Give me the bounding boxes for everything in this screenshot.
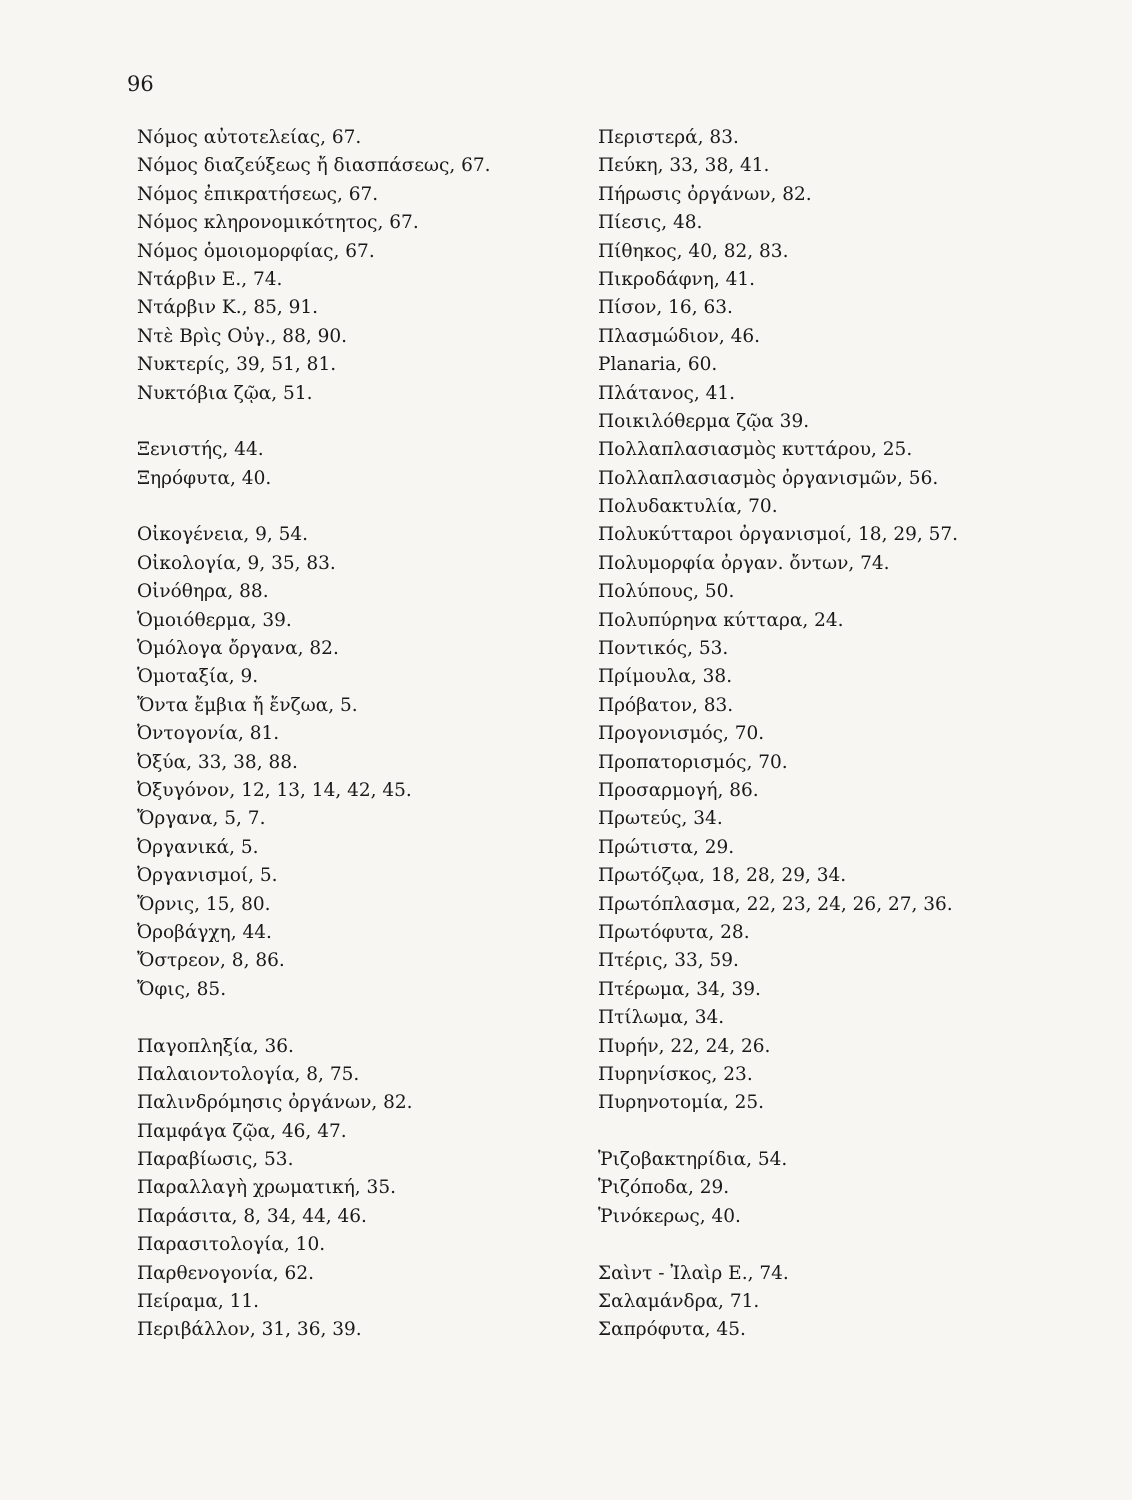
index-entry: Παραλλαγὴ χρωματική, 35. xyxy=(137,1177,396,1199)
index-entry: Πλάτανος, 41. xyxy=(598,382,736,404)
index-entry: Οἰνόθηρα, 88. xyxy=(137,581,269,603)
index-entry: Πτίλωμα, 34. xyxy=(598,1007,725,1029)
index-entry: Πολλαπλασιασμὸς ὀργανισμῶν, 56. xyxy=(598,467,939,489)
index-entry: Ὀργανικά, 5. xyxy=(137,836,259,858)
index-entry: Νόμος ἐπικρατήσεως, 67. xyxy=(137,183,379,205)
index-entry: Πικροδάφνη, 41. xyxy=(598,268,756,290)
index-entry: Παρθενογονία, 62. xyxy=(137,1262,314,1284)
index-entry: Ὄντα ἔμβια ἤ ἔνζωα, 5. xyxy=(137,694,358,716)
index-entry: Πυρηνοτομία, 25. xyxy=(598,1092,765,1114)
index-entry: Νόμος διαζεύξεως ἤ διασπάσεως, 67. xyxy=(137,155,491,177)
index-entry: Ὀξυγόνον, 12, 13, 14, 42, 45. xyxy=(137,779,412,801)
index-entry: Πίσον, 16, 63. xyxy=(598,297,733,319)
index-entry: Πρόβατον, 83. xyxy=(598,694,734,716)
index-entry: Πρώτιστα, 29. xyxy=(598,836,735,858)
index-entry: Πολυκύτταροι ὀργανισμοί, 18, 29, 57. xyxy=(598,524,959,546)
index-entry: Νόμος κληρονομικότητος, 67. xyxy=(137,212,419,234)
index-entry: Νυκτόβια ζῷα, 51. xyxy=(137,382,313,404)
index-entry: Οἰκολογία, 9, 35, 83. xyxy=(137,552,336,574)
index-entry: Παράσιτα, 8, 34, 44, 46. xyxy=(137,1205,367,1227)
section-gap xyxy=(137,1004,557,1032)
index-entry: Σαπρόφυτα, 45. xyxy=(598,1319,746,1341)
index-entry: Ὀξύα, 33, 38, 88. xyxy=(137,751,298,773)
index-entry: Πρωτόζῳα, 18, 28, 29, 34. xyxy=(598,865,847,887)
index-entry: Πολυμορφία ὀργαν. ὄντων, 74. xyxy=(598,552,890,574)
index-entry: Πυρηνίσκος, 23. xyxy=(598,1063,753,1085)
index-entry: Σαὶντ - Ἰλαὶρ Ε., 74. xyxy=(598,1262,789,1284)
index-entry: Ντὲ Βρὶς Οὐγ., 88, 90. xyxy=(137,325,348,347)
index-entry: Πυρήν, 22, 24, 26. xyxy=(598,1035,771,1057)
index-entry: Πολυδακτυλία, 70. xyxy=(598,496,778,518)
index-entry: Παραβίωσις, 53. xyxy=(137,1149,294,1171)
index-entry: Περιβάλλον, 31, 36, 39. xyxy=(137,1319,362,1341)
index-entry: Πήρωσις ὀργάνων, 82. xyxy=(598,183,812,205)
index-entry: Παγοπληξία, 36. xyxy=(137,1035,294,1057)
index-entry: Πλασμώδιον, 46. xyxy=(598,325,761,347)
index-entry: Πολύπους, 50. xyxy=(598,581,735,603)
index-entry: Ὁμοιόθερμα, 39. xyxy=(137,609,292,631)
index-entry: Ξηρόφυτα, 40. xyxy=(137,467,272,489)
index-entry: Παρασιτολογία, 10. xyxy=(137,1234,326,1256)
index-column-right xyxy=(598,124,1068,1345)
index-entry: Ὄρνις, 15, 80. xyxy=(137,893,271,915)
index-entry: Ὀροβάγχη, 44. xyxy=(137,921,272,943)
index-entry: Παμφάγα ζῷα, 46, 47. xyxy=(137,1120,347,1142)
section-gap xyxy=(137,408,557,436)
index-entry: Ῥινόκερως, 40. xyxy=(598,1205,741,1227)
index-entry: Πίθηκος, 40, 82, 83. xyxy=(598,240,789,262)
index-entry: Παλαιοντολογία, 8, 75. xyxy=(137,1063,360,1085)
index-entry: Ῥιζοβακτηρίδια, 54. xyxy=(598,1149,788,1171)
index-entry: Ντάρβιν Ε., 74. xyxy=(137,268,283,290)
index-entry: Πτέρωμα, 34, 39. xyxy=(598,978,761,1000)
index-entry: Περιστερά, 83. xyxy=(598,127,739,148)
index-entry: Προσαρμογή, 86. xyxy=(598,779,759,801)
index-entry: Πρωτεύς, 34. xyxy=(598,808,723,830)
index-entry: Ὁμοταξία, 9. xyxy=(137,666,259,688)
index-entry: Ῥιζόποδα, 29. xyxy=(598,1177,730,1199)
index-entry: Νυκτερίς, 39, 51, 81. xyxy=(137,354,337,376)
index-entry: Ὀργανισμοί, 5. xyxy=(137,865,278,887)
index-column-left xyxy=(137,124,557,1345)
page-number: 96 xyxy=(127,72,154,96)
index-entry: Προγονισμός, 70. xyxy=(598,723,765,745)
index-entry: Ὀντογονία, 81. xyxy=(137,723,280,745)
section-gap xyxy=(598,1118,1068,1146)
index-entry: Ποικιλόθερμα ζῷα 39. xyxy=(598,410,810,432)
index-entry: Πεύκη, 33, 38, 41. xyxy=(598,155,770,177)
index-entry: Ντάρβιν Κ., 85, 91. xyxy=(137,297,319,319)
index-entry: Πολλαπλασιασμὸς κυττάρου, 25. xyxy=(598,439,913,461)
index-entry: Ὄργανα, 5, 7. xyxy=(137,808,266,830)
index-entry: Νόμος ὁμοιομορφίας, 67. xyxy=(137,240,375,262)
index-entry: Πρωτόφυτα, 28. xyxy=(598,921,750,943)
index-entry: Πολυπύρηνα κύτταρα, 24. xyxy=(598,609,844,631)
index-entry: Οἰκογένεια, 9, 54. xyxy=(137,524,309,546)
index-entry: Προπατορισμός, 70. xyxy=(598,751,788,773)
index-entry: Παλινδρόμησις ὀργάνων, 82. xyxy=(137,1092,413,1114)
index-entry: Νόμος αὐτοτελείας, 67. xyxy=(137,127,362,148)
section-gap xyxy=(137,493,557,521)
index-entry: Πρωτόπλασμα, 22, 23, 24, 26, 27, 36. xyxy=(598,893,953,915)
index-entry: Πείραμα, 11. xyxy=(137,1291,260,1313)
index-entry: Ὄφις, 85. xyxy=(137,978,227,1000)
index-entry: Ὄστρεον, 8, 86. xyxy=(137,950,285,972)
index-entry: Σαλαμάνδρα, 71. xyxy=(598,1291,760,1313)
index-entry: Ποντικός, 53. xyxy=(598,638,729,660)
index-entry: Πρίμουλα, 38. xyxy=(598,666,733,688)
index-entry: Planaria, 60. xyxy=(598,354,718,376)
index-entry: Πίεσις, 48. xyxy=(598,212,703,234)
index-entry: Ὁμόλογα ὄργανα, 82. xyxy=(137,638,339,660)
section-gap xyxy=(598,1231,1068,1259)
index-entry: Πτέρις, 33, 59. xyxy=(598,950,739,972)
index-entry: Ξενιστής, 44. xyxy=(137,439,264,461)
